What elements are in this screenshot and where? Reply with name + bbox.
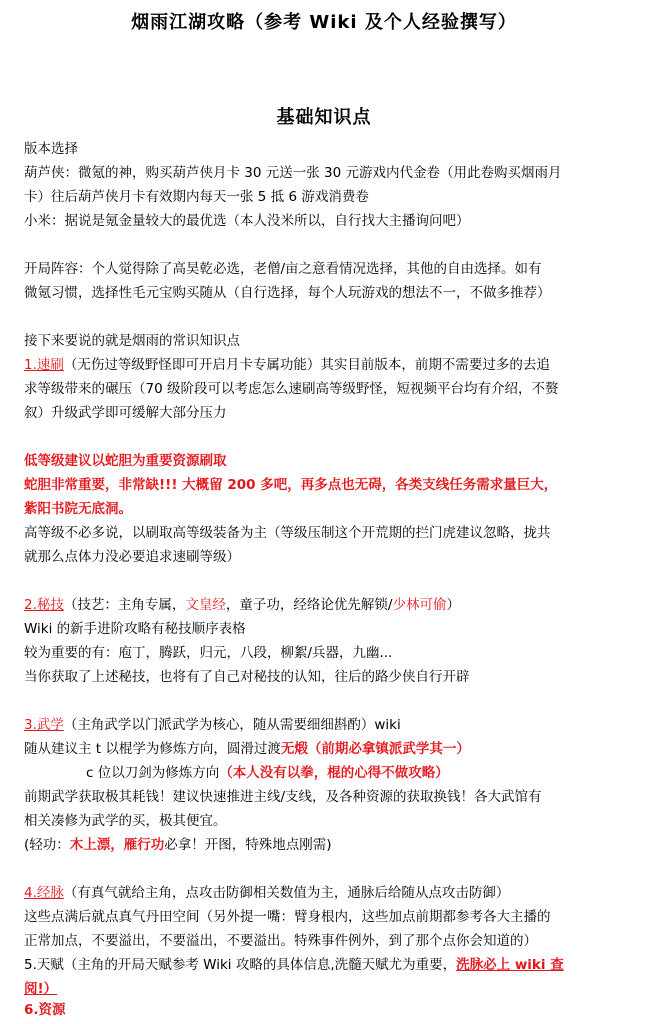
section-1-red-line-2: 蛇胆非常重要，非常缺!!! 大概留 200 多吧，再多点也无碍，各类支线任务需求量巨大， xyxy=(24,477,558,493)
section-title: 基础知识点 xyxy=(276,107,372,128)
version-heading: 版本选择 xyxy=(24,141,78,157)
section-4-text-1: （有真气就给主角，点攻击防御相关数值为主，通脉后给随从点攻击防御） xyxy=(63,885,510,901)
section-1-red-line-1: 低等级建议以蛇胆为重要资源刷取 xyxy=(24,453,227,469)
section-3-line-2 xyxy=(24,739,636,759)
section-4-line-3: 正常加点，不要溢出，不要溢出，不要溢出。特殊事件例外，到了那个点你会知道的） xyxy=(24,933,537,949)
section-5-red-1: 洗脉必上 wiki 查 xyxy=(456,957,564,973)
section-2-line-4: 当你获取了上述秘技，也将有了自己对秘技的认知，往后的路少侠自行开辟 xyxy=(24,669,470,685)
section-1-red-line-3: 紫阳书院无底洞。 xyxy=(24,501,132,517)
section-3-line-4: 前期武学获取极其耗钱！建议快速推进主线/支线，及各种资源的获取换钱！各大武馆有 xyxy=(24,789,542,805)
section-3-text-2a: 随从建议主 t 以棍学为修炼方向，圆滑过渡 xyxy=(24,741,281,757)
intro-line: 接下来要说的就是烟雨的常识知识点 xyxy=(24,333,240,349)
section-1-line-2: 求等级带来的碾压（70 级阶段可以考虑怎么速刷高等级野怪，短视频平台均有介绍，不赘 xyxy=(24,381,559,397)
section-1-line-5: 就那么点体力没必要追求速刷等级） xyxy=(24,549,240,565)
section-3-red-6: 木上漂，雁行功 xyxy=(69,837,165,853)
section-5-line-1 xyxy=(24,955,636,975)
section-4-line-2: 这些点满后就点真气丹田空间（另外提一嘴：臂身根内，这些加点前期都参考各大主播的 xyxy=(24,909,551,925)
section-3-line-5: 相关凑修为武学的买，极其便宜。 xyxy=(24,813,227,829)
section-1-line-3: 叙）升级武学即可缓解大部分压力 xyxy=(24,405,227,421)
section-2-line-2: Wiki 的新手进阶攻略有秘技顺序表格 xyxy=(24,621,246,637)
section-3-text-6a: (轻功： xyxy=(24,837,70,853)
section-4-line-1 xyxy=(24,883,636,903)
section-2-line-3: 较为重要的有：庖丁，腾跃，归元，八段，柳絮/兵器，九幽... xyxy=(24,645,393,661)
document-title: 烟雨江湖攻略（参考 Wiki 及个人经验撰写） xyxy=(131,12,517,33)
section-5-line-2: 阅!） xyxy=(24,981,58,997)
section-2-text-b: ，童子功，经络论优先解锁/ xyxy=(225,597,393,613)
section-1-line-1 xyxy=(24,355,636,375)
section-2-line-1 xyxy=(24,595,636,615)
version-xiaomi-line: 小米：据说是氪金量较大的最优选（本人没米所以，自行找大主播询问吧） xyxy=(24,213,470,229)
section-4-label: 4.经脉 xyxy=(24,885,64,901)
section-1-label: 1.速刷 xyxy=(24,357,64,373)
section-3-line-3 xyxy=(86,763,648,783)
section-3-red-3: （本人没有以拳，棍的心得不做攻略） xyxy=(219,765,449,781)
version-huluxia-line-1: 葫芦侠：微氪的神，购买葫芦侠月卡 30 元送一张 30 元游戏内代金卷（用此卷购买烟雨月 xyxy=(24,165,562,181)
section-6-label: 6.资源 xyxy=(24,1002,66,1018)
section-3-label: 3.武学 xyxy=(24,717,64,733)
section-2-red-2: 少林可偷 xyxy=(392,597,447,613)
section-3-line-6 xyxy=(24,835,636,855)
section-3-line-1 xyxy=(24,715,636,735)
section-2-label: 2.秘技 xyxy=(24,597,64,613)
section-3-text-3a: c 位以刀剑为修炼方向 xyxy=(86,765,220,781)
section-1-line-4: 高等级不必多说，以刷取高等级装备为主（等级压制这个开荒期的拦门虎建议忽略，拢共 xyxy=(24,525,551,541)
section-2-red-1: 文皇经 xyxy=(185,597,226,613)
section-3-red-2: 无煅（前期必拿镇派武学其一） xyxy=(280,741,470,757)
section-1-text-1: （无伤过等级野怪即可开启月卡专属功能）其实目前版本，前期不需要过多的去追 xyxy=(63,357,550,373)
lineup-line-2: 微氪习惯，选择性毛元宝购买随从（自行选择，每个人玩游戏的想法不一，不做多推荐） xyxy=(24,285,551,301)
section-2-text-c: ） xyxy=(446,597,460,613)
section-2-text-a: （技艺：主角专属， xyxy=(63,597,186,613)
section-5-text-1: 5.天赋（主角的开局天赋参考 Wiki 攻略的具体信息,洗髓天赋尤为重要， xyxy=(24,957,457,973)
section-3-text-6b: 必拿！开图，特殊地点刚需) xyxy=(164,837,332,853)
version-huluxia-line-2: 卡）往后葫芦侠月卡有效期内每天一张 5 抵 6 游戏消费卷 xyxy=(24,189,369,205)
section-3-text-1: （主角武学以门派武学为核心，随从需要细细斟酌）wiki xyxy=(63,717,401,733)
lineup-line-1: 开局阵容：个人觉得除了高昊乾必选，老僧/亩之意看情况选择，其他的自由选择。如有 xyxy=(24,261,542,277)
